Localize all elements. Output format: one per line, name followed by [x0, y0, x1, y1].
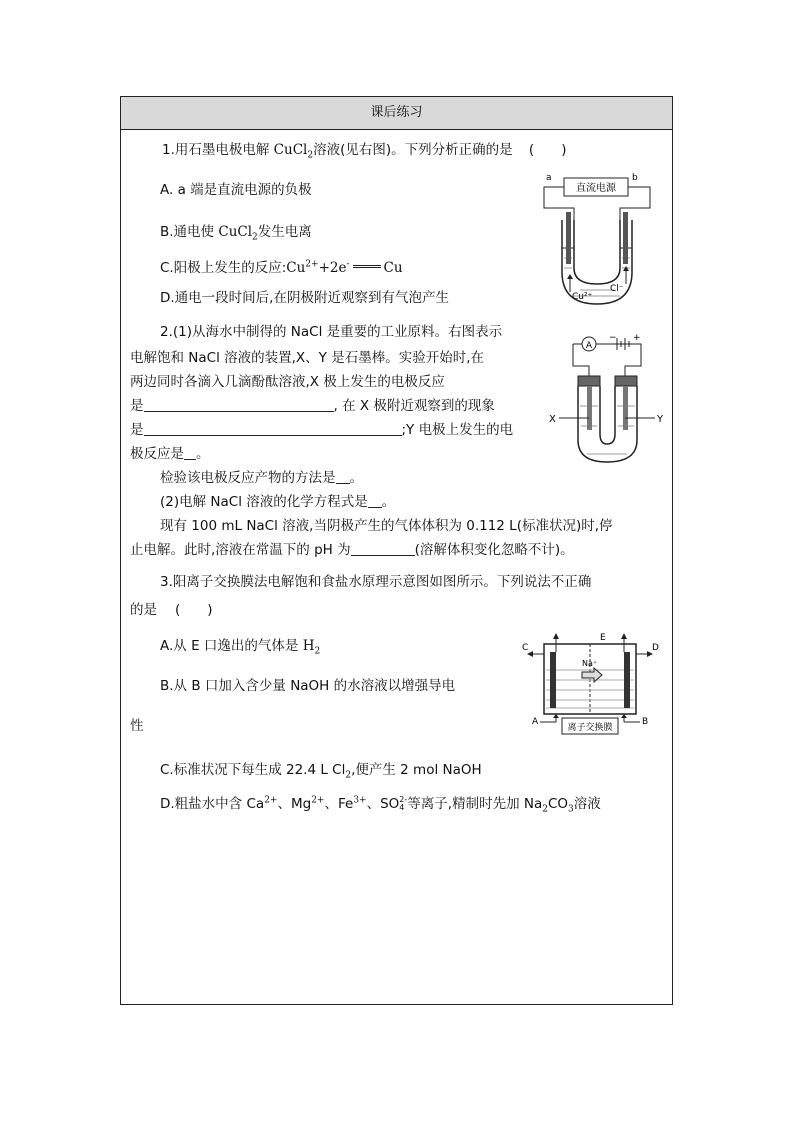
q3-option-a: A.从 E 口逸出的气体是 $H_2$: [160, 638, 321, 657]
svg-text:+: +: [633, 333, 641, 343]
svg-text:b: b: [632, 173, 638, 183]
q2-line-3: 两边同时各滴入几滴酚酞溶液,X 极上发生的电极反应: [130, 374, 445, 390]
svg-text:直流电源: 直流电源: [576, 183, 616, 194]
svg-text:X: X: [549, 414, 556, 425]
q1-option-a: A. a 端是直流电源的负极: [160, 182, 312, 198]
q1-answer-paren[interactable]: ( ): [528, 142, 567, 158]
svg-text:Cl⁻: Cl⁻: [610, 284, 624, 294]
svg-text:A: A: [585, 341, 593, 351]
q3-option-c: C.标准状况下每生成 22.4 L $Cl_2$,便产生 2 mol NaOH: [160, 762, 482, 781]
q2-line-7: 检验该电极反应产物的方法是 。: [160, 470, 363, 486]
svg-text:a: a: [546, 173, 552, 183]
q3-option-b-cont: 性: [130, 718, 144, 734]
svg-text:离子交换膜: 离子交换膜: [567, 723, 613, 733]
svg-text:Na⁺: Na⁺: [582, 659, 598, 668]
q2-line-9: 现有 100 mL NaCl 溶液,当阴极产生的气体体积为 0.112 L(标准状况)时,停: [160, 518, 613, 534]
svg-text:A: A: [532, 717, 539, 727]
q3-line-2: 的是 ( ): [130, 602, 213, 618]
q1-option-c: C.阳极上发生的反应$:Cu^{2+}+2e^-$ Cu: [160, 259, 403, 276]
q2-blank-equation[interactable]: [368, 493, 382, 508]
svg-text:C: C: [522, 643, 529, 653]
q2-line-1: 2.(1)从海水中制得的 NaCl 是重要的工业原料。右图表示: [160, 324, 503, 340]
q2-blank-x-reaction[interactable]: [144, 397, 334, 412]
svg-text:D: D: [652, 643, 659, 653]
q2-blank-test-method[interactable]: [336, 469, 350, 484]
q1-option-b: B.通电使 CuCl$_2$发生电离: [160, 224, 312, 243]
q2-line-5: 是 ;Y 电极上发生的电: [130, 422, 514, 438]
svg-text:Y: Y: [657, 414, 664, 425]
svg-text:Cu²⁺: Cu²⁺: [572, 292, 593, 302]
q2-line-8: (2)电解 NaCl 溶液的化学方程式是 。: [160, 494, 396, 510]
q3-membrane-figure: [520, 630, 660, 736]
svg-text:−: −: [609, 333, 617, 343]
q2-blank-x-phenomenon[interactable]: [144, 421, 402, 436]
q3-option-b: B.从 B 口加入含少量 NaOH 的水溶液以增强导电: [160, 678, 456, 694]
q1-option-d: D.通电一段时间后,在阴极附近观察到有气泡产生: [160, 290, 449, 306]
q3-line-1: 3.阳离子交换膜法电解饱和食盐水原理示意图如图所示。下列说法不正确: [160, 574, 592, 590]
svg-text:E: E: [600, 633, 606, 643]
q2-electrolysis-figure: [545, 330, 675, 470]
q3-answer-paren[interactable]: ( ): [175, 602, 213, 618]
q2-blank-y-reaction[interactable]: [184, 445, 196, 460]
q1-u-tube-figure: [540, 172, 660, 312]
q3-option-d: D.粗盐水中含 $Ca^{2+}$、$Mg^{2+}$、$Fe^{3+}$、SO 2- 4 等离子,精制时先加 $Na_2CO_3$溶液: [160, 795, 601, 815]
q1-stem: 1.用石墨电极电解 CuCl$_2$溶液(见右图)。下列分析正确的是 ( ): [162, 142, 567, 161]
q2-blank-ph[interactable]: [351, 541, 415, 556]
q2-line-10: 止电解。此时,溶液在常温下的 pH 为 (溶解体积变化忽略不计)。: [130, 542, 574, 558]
q2-line-6: 极反应是 。: [130, 446, 210, 462]
q2-line-4: 是 , 在 X 极附近观察到的现象: [130, 398, 495, 414]
q2-line-2: 电解饱和 NaCl 溶液的装置,X、Y 是石墨棒。实验开始时,在: [130, 350, 484, 366]
svg-text:B: B: [642, 717, 649, 727]
section-header: 课后练习: [121, 97, 672, 130]
